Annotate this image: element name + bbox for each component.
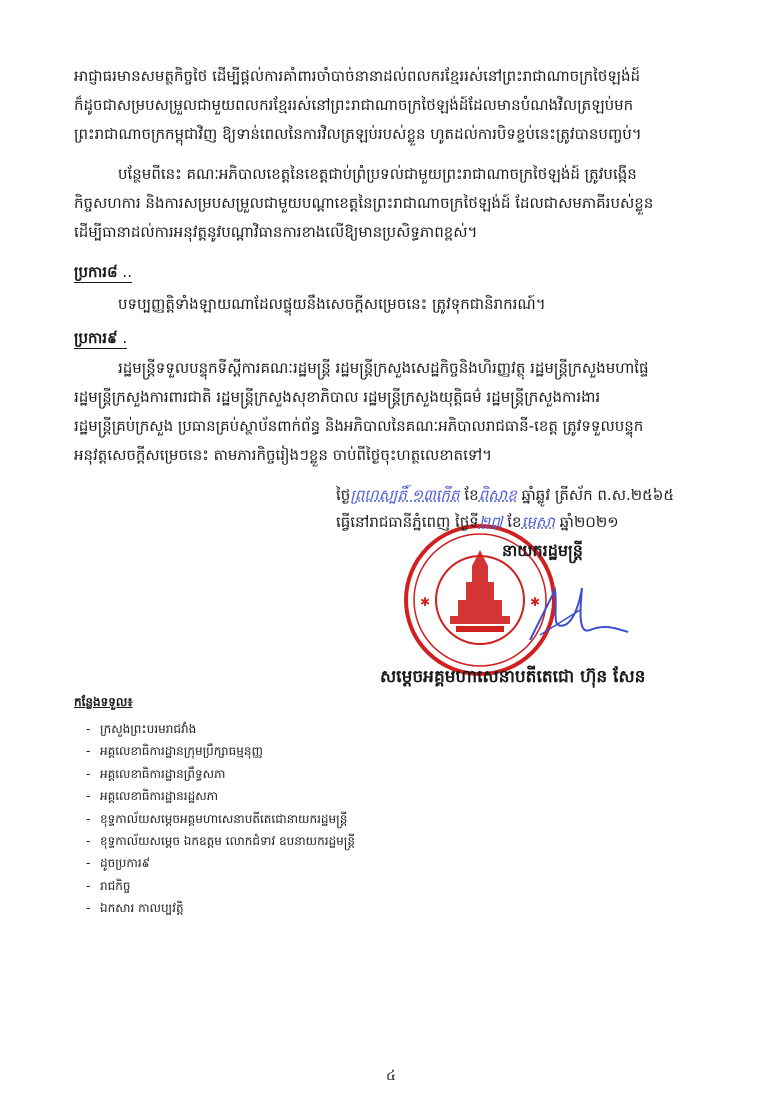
intro-line: ក៏ដូចជាសម្របសម្រួលជាមួយពលករខ្មែររស់នៅព្រះរាជាណាចក្រថៃឡង់ដ៍ដែលមានបំណងវិលត្រឡប់មក — [74, 96, 634, 114]
article-9-line: អនុវត្តសេចក្តីសម្រេចនេះ តាមភារកិច្ចរៀងៗខ្លួន ចាប់ពីថ្ងៃចុះហត្ថលេខាតទៅ។ — [74, 446, 493, 464]
recipient-item: - រាជកិច្ច — [86, 878, 131, 893]
recipient-item: - ខុទ្ទកាល័យសម្តេចអគ្គមហាសេនាបតីតេជោនាយករដ្ឋមន្ត្រី — [86, 811, 348, 826]
solar-date-mid: ខែ — [502, 513, 522, 531]
article-9-body — [74, 354, 738, 470]
solar-day-handwritten: ២៧ — [478, 513, 503, 531]
recipient-item: - អគ្គលេខាធិការដ្ឋានព្រឹទ្ធសភា — [86, 766, 226, 781]
article-8-text: បទប្បញ្ញត្តិទាំងឡាយណាដែលផ្ទុយនឹងសេចក្តីសម្រេចនេះ ត្រូវទុកជានិរាករណ៍។ — [118, 295, 546, 313]
recipient-item: - អគ្គលេខាធិការដ្ឋានរដ្ឋសភា — [86, 789, 219, 804]
recipient-item: - ក្រសួងព្រះបរមរាជវាំង — [86, 722, 197, 736]
lunar-date-prefix: ថ្ងៃ — [336, 486, 351, 504]
article-9-line: រដ្ឋមន្ត្រីក្រសួងការពារជាតិ រដ្ឋមន្ត្រីក្រសួងសុខាភិបាល រដ្ឋមន្ត្រីក្រសួងយុត្តិធម៌ រដ្ឋមន្ត្រីក្រសួងការងារ — [74, 388, 601, 406]
lunar-month-handwritten: ពិសាខ — [478, 486, 517, 504]
article-9-line: រដ្ឋមន្ត្រីគ្រប់ក្រសួង ប្រធានគ្រប់ស្ថាប័នពាក់ព័ន្ធ និងអភិបាលនៃគណៈអភិបាលរាជធានី-ខេត្ត ត្រូវទទួលបន្ទុក — [74, 417, 644, 435]
article-9-tail: . — [117, 329, 128, 347]
solar-date-suffix: ឆ្នាំ២០២១ — [554, 513, 619, 531]
recipient-item: - អគ្គលេខាធិការដ្ឋានក្រុមប្រឹក្សាធម្មនុញ្ញ — [86, 744, 263, 759]
recipients-list — [74, 694, 355, 920]
article-8-tail: .. — [117, 263, 132, 281]
recipient-item: - ខុទ្ទកាល័យសម្តេច ឯកឧត្តម លោកជំទាវ ឧបនាយករដ្ឋមន្ត្រី — [86, 834, 355, 849]
coordination-paragraph — [74, 160, 738, 247]
recipient-item: - ឯកសារ កាលប្បវត្តិ — [86, 901, 184, 916]
svg-text:✱: ✱ — [530, 595, 541, 609]
solar-date-prefix: ធ្វើនៅរាជធានីភ្នំពេញ ថ្ងៃទី — [336, 513, 479, 531]
coordination-line: ដើម្បីធានាដល់ការអនុវត្តនូវបណ្តាវិធានការខាងលើឱ្យមានប្រសិទ្ធភាពខ្ពស់។ — [74, 223, 478, 241]
article-9-heading — [74, 328, 127, 349]
recipient-item: - ដូចប្រការ៩ — [86, 856, 151, 871]
intro-line: ព្រះរាជាណាចក្រកម្ពុជាវិញ ឱ្យទាន់ពេលនៃការវិលត្រឡប់របស់ខ្លួន ហូតដល់ការបិទខ្ទប់នេះត្រូវបានបញ្ចប់។ — [74, 125, 642, 143]
solar-month-handwritten: មេសា — [521, 513, 555, 531]
page-number: ៤ — [386, 1068, 396, 1084]
intro-line: អាជ្ញាធរមានសមត្ថកិច្ចថៃ ដើម្បីផ្តល់ការគាំពារចាំបាច់នានាដល់ពលករខ្មែររស់នៅព្រះរាជាណាចក្រថៃឡង់ដ៍ — [74, 67, 641, 85]
article-8-heading — [74, 262, 132, 283]
date-block — [336, 482, 740, 536]
handwritten-signature — [520, 580, 630, 650]
recipients-heading: កន្លែងទទួល៖ — [74, 695, 133, 709]
prime-minister-title: នាយករដ្ឋមន្ត្រី — [502, 541, 583, 560]
svg-text:✱: ✱ — [420, 595, 431, 609]
lunar-date-mid: ខែ — [459, 486, 479, 504]
solar-date-line — [336, 509, 740, 536]
lunar-date-line — [336, 482, 740, 509]
article-9-line: រដ្ឋមន្ត្រីទទួលបន្ទុកទីស្តីការគណៈរដ្ឋមន្ត្រី រដ្ឋមន្ត្រីក្រសួងសេដ្ឋកិច្ចនិងហិរញ្ញវត្ថុ រដ្ឋមន្ត្រីក្រសួងមហាផ្ទៃ — [118, 359, 649, 377]
article-8-label: ប្រការ៨ — [74, 263, 118, 281]
lunar-date-suffix: ឆ្នាំឆ្លូវ ត្រីស័ក ព.ស.២៥៦៥ — [516, 486, 674, 504]
coordination-line: កិច្ចសហការ និងការសម្របសម្រួលជាមួយបណ្តាខេត្តនៃព្រះរាជាណាចក្រថៃឡង់ដ៍ ដែលជាសមភាគីរបស់ខ្លួន — [74, 194, 654, 212]
recipients-items — [74, 718, 355, 920]
intro-paragraph — [74, 62, 738, 149]
lunar-day-handwritten: ព្រហស្បតិ៍ ១៣កើត — [350, 486, 460, 504]
article-9-label: ប្រការ៩ — [74, 329, 118, 347]
coordination-line: បន្ថែមពីនេះ គណៈអភិបាលខេត្តនៃខេត្តជាប់ព្រំប្រទល់ជាមួយព្រះរាជាណាចក្រថៃឡង់ដ៍ ត្រូវបង្កើន — [118, 165, 637, 183]
article-8-body — [74, 290, 738, 319]
signer-name: សម្តេចអគ្គមហាសេនាបតីតេជោ ហ៊ុន សែន — [380, 667, 646, 687]
